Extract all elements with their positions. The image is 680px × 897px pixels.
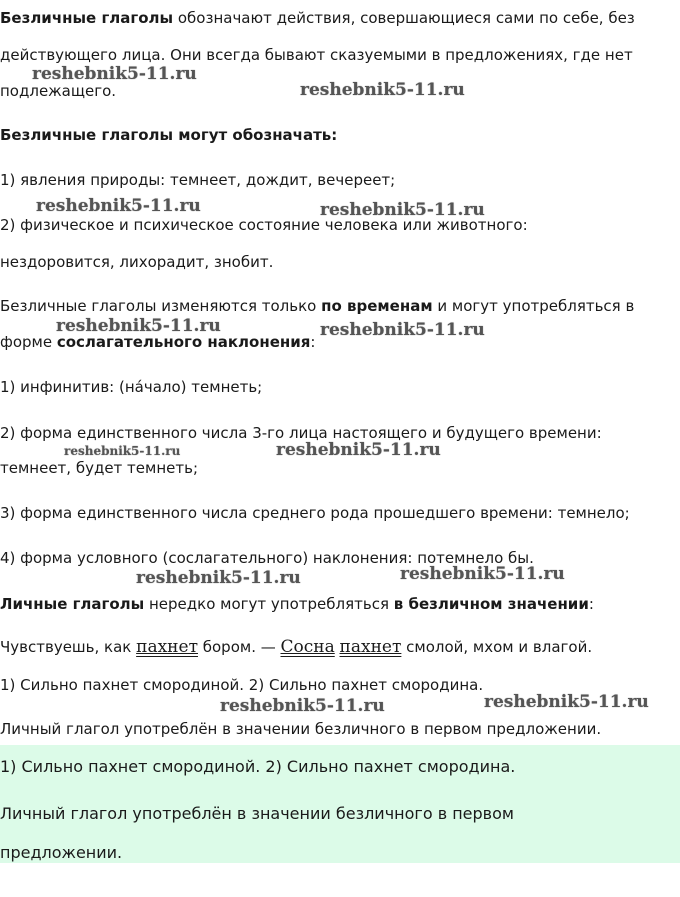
watermark: reshebnik5-11.ru (64, 444, 181, 458)
watermark: reshebnik5-11.ru (320, 320, 485, 340)
list1-item1: 1) явления природы: темнеет, дождит, вечереет; (0, 171, 396, 189)
example-line: Чувствуешь, как пахнет бором. — Сосна пахнет смолой, мхом и влагой. (0, 637, 593, 657)
watermark: reshebnik5-11.ru (484, 692, 649, 712)
watermark: reshebnik5-11.ru (300, 80, 465, 100)
list2-item3: 3) форма единственного числа среднего рода прошедшего времени: темнело; (0, 504, 630, 522)
underlined-word: пахнет (136, 637, 198, 657)
list1-item2-cont: нездоровится, лихорадит, знобит. (0, 253, 274, 271)
watermark: reshebnik5-11.ru (36, 196, 201, 216)
watermark: reshebnik5-11.ru (320, 200, 485, 220)
watermark: reshebnik5-11.ru (400, 564, 565, 584)
answer-line3: предложении. (0, 843, 123, 862)
p3-line: Личные глаголы нередко могут употребляться в безличном значении: (0, 595, 594, 613)
watermark: reshebnik5-11.ru (220, 696, 385, 716)
list2-item2: 2) форма единственного числа 3-го лица настоящего и будущего времени: (0, 424, 602, 442)
list2-item4: 4) форма условного (сослагательного) наклонения: потемнело бы. (0, 549, 534, 567)
answer-line1: 1) Сильно пахнет смородиной. 2) Сильно пахнет смородина. (0, 757, 516, 776)
p1-line3: подлежащего. (0, 82, 117, 100)
task-line1: 1) Сильно пахнет смородиной. 2) Сильно пахнет смородина. (0, 676, 484, 694)
watermark: reshebnik5-11.ru (276, 440, 441, 460)
watermark: reshebnik5-11.ru (56, 316, 221, 336)
list2-item2-cont: темнеет, будет темнеть; (0, 459, 199, 477)
p1-line2: действующего лица. Они всегда бывают сказуемыми в предложениях, где нет (0, 46, 633, 64)
p2-line1: Безличные глаголы изменяются только по временам и могут употребляться в (0, 297, 635, 315)
list1-item2: 2) физическое и психическое состояние человека или животного: (0, 216, 528, 234)
answer-line2: Личный глагол употреблён в значении безличного в первом (0, 804, 514, 823)
task-line2: Личный глагол употреблён в значении безличного в первом предложении. (0, 720, 602, 738)
list2-item1: 1) инфинитив: (на́чало) темнеть; (0, 378, 263, 396)
underlined-word: Сосна (280, 637, 335, 657)
answer-box (0, 745, 680, 863)
heading-1: Безличные глаголы могут обозначать: (0, 126, 338, 144)
watermark: reshebnik5-11.ru (136, 568, 301, 588)
watermark: reshebnik5-11.ru (32, 64, 197, 84)
p2-line2: форме сослагательного наклонения: (0, 333, 316, 351)
underlined-word: пахнет (339, 637, 402, 657)
p1-line1: Безличные глаголы обозначают действия, совершающиеся сами по себе, без (0, 9, 635, 27)
